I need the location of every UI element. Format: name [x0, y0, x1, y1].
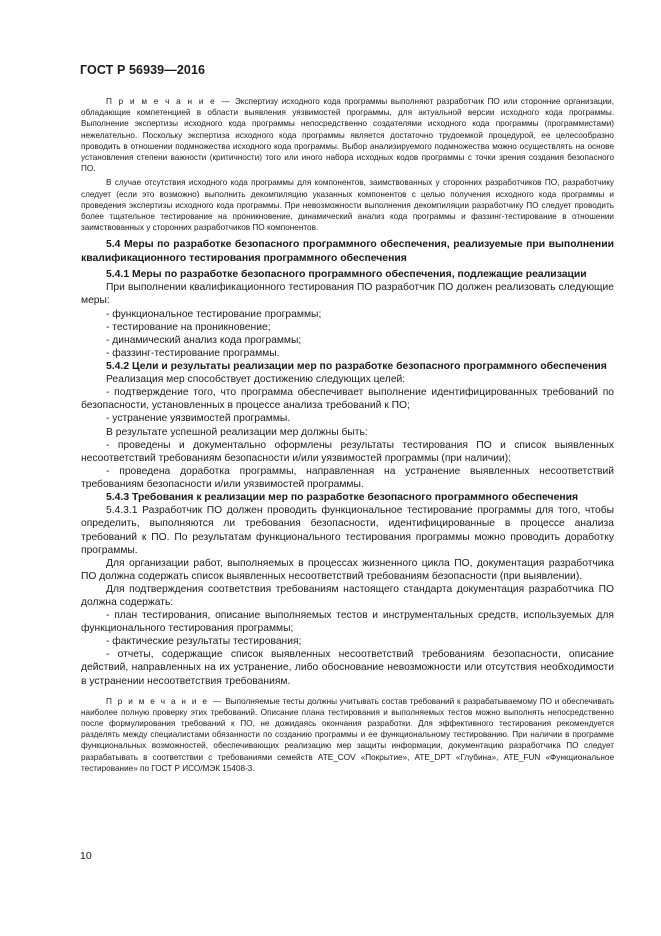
section-5-4-1-intro: При выполнении квалификационного тестирования ПО разработчик ПО должен реализовать следующие меры:	[81, 282, 614, 307]
section-5-4-2-heading: 5.4.2 Цели и результаты реализации мер по разработке безопасного программного обеспечения	[106, 360, 607, 372]
goal-item: - подтверждение того, что программа обеспечивает выполнение идентифицированных требований по безопасности, установленных в процессе анализа требований к ПО;	[81, 387, 614, 412]
note-2-text: Выполняемые тесты должны учитывать состав требований к разрабатываемому ПО и обеспечивать наиболее полную проверку этих требований. Описание плана тестирования и выполняемых тестов можно выполнять непосредственно после формулирования требований к ПО, не дожидаясь окончания разработки. Для эффективного тестирования рекомендуется разделять между специалистами обязанности по созданию программы и ее функциональному тестированию. При наличии в программе функциональных возможностей, обеспечивающих реализацию мер защиты информации, документацию разработчика ПО следует разрабатывать в соответствии с требованиями семейств ATE_COV «Покрытие», ATE_DPT «Глубина», ATE_FUN «Функциональное тестирование» по ГОСТ Р ИСО/МЭК 15408-3.	[81, 696, 614, 773]
note-1-text: Экспертизу исходного кода программы выполняют разработчик ПО или сторонние организации, обладающие компетенцией в области выявления уязвимостей программы, для актуальной версии исходного кода программы. Выполнение экспертизы исходного кода программы непосредственно создателями исходного кода программы (программистами) нежелательно. Поскольку экспертиза исходного кода программы является достаточно трудоемкой процедурой, ее целесообразно проводить в отношении подмножества исходного кода программы. Выбор анализируемого подмножества можно осуществлять на основе установления степени важности (критичности) того или иного набора исходных кодов программы с точки зрения создания безопасного ПО.	[81, 97, 614, 174]
measure-item: - фаззинг-тестирование программы.	[106, 347, 280, 359]
note-2	[81, 696, 614, 774]
note-2-label: П р и м е ч а н и е —	[106, 696, 223, 706]
result-item: - проведена доработка программы, направленная на устранение выявленных несоответствий требованиям безопасности и/или уязвимостей программы.	[81, 465, 614, 490]
documentation-item: - план тестирования, описание выполняемых тестов и инструментальных средств, используемых для функционального тестирования программы;	[81, 610, 614, 635]
measure-item: - тестирование на проникновение;	[106, 321, 271, 333]
clause-5-4-3-1: 5.4.3.1 Разработчик ПО должен проводить функциональное тестирование программы для того, чтобы определить, выполняются ли требования безопасности, идентифицированные в процессе анализа требований к ПО. По результатам функционального тестирования программы можно проводить доработку программы.	[81, 505, 614, 556]
documentation-item: - отчеты, содержащие список выявленных несоответствий требованиям безопасности, описание действий, направленных на их устранение, либо обоснование невозможности или отсутствия необходимости в устранении несоответствия требованиям.	[81, 649, 614, 687]
section-5-4-2-intro: Реализация мер способствует достижению следующих целей:	[106, 374, 406, 386]
documentation-item: - фактические результаты тестирования;	[106, 636, 302, 648]
decompilation-paragraph: В случае отсутствия исходного кода программы для компонентов, заимствованных у сторонних разработчиков ПО, разработчику следует (если это возможно) выполнить декомпиляцию указанных компонентов с целью получения исходного кода программы и проведения экспертизы исходного кода программы. При невозможности выполнения декомпиляции разработчику ПО следует проводить более тщательное тестирование на проникновение, динамический анализ кода программы и фаззинг-тестирование в отношении заимствованных у сторонних разработчиков ПО компонентов.	[81, 178, 614, 233]
page-number: 10	[80, 850, 92, 862]
goal-item: - устранение уязвимостей программы.	[106, 413, 291, 425]
section-5-4-3-heading: 5.4.3 Требования к реализации мер по разработке безопасного программного обеспечения	[106, 492, 579, 504]
document-header: ГОСТ Р 56939—2016	[80, 63, 206, 77]
measure-item: - функциональное тестирование программы;	[106, 308, 322, 320]
measure-item: - динамический анализ кода программы;	[106, 334, 302, 346]
organization-paragraph: Для организации работ, выполняемых в процессах жизненного цикла ПО, документация разработчика ПО должна содержать список выявленных несоответствий требованиям безопасности (при выявлении).	[81, 557, 614, 582]
page-content	[81, 96, 614, 774]
results-intro: В результате успешной реализации мер должны быть:	[106, 426, 368, 438]
note-1	[81, 96, 614, 174]
result-item: - проведены и документально оформлены результаты тестирования ПО и список выявленных несоответствий требованиям безопасности и/или уязвимостей программы (при наличии);	[81, 439, 614, 464]
section-5-4-heading: 5.4 Меры по разработке безопасного программного обеспечения, реализуемые при выполнении квалификационного тестирования программного обеспечения	[81, 239, 614, 264]
compliance-paragraph: Для подтверждения соответствия требованиям настоящего стандарта документация разработчика ПО должна содержать:	[81, 583, 614, 608]
section-5-4-1-heading: 5.4.1 Меры по разработке безопасного программного обеспечения, подлежащие реализации	[106, 269, 587, 281]
note-1-label: П р и м е ч а н и е —	[106, 97, 232, 106]
